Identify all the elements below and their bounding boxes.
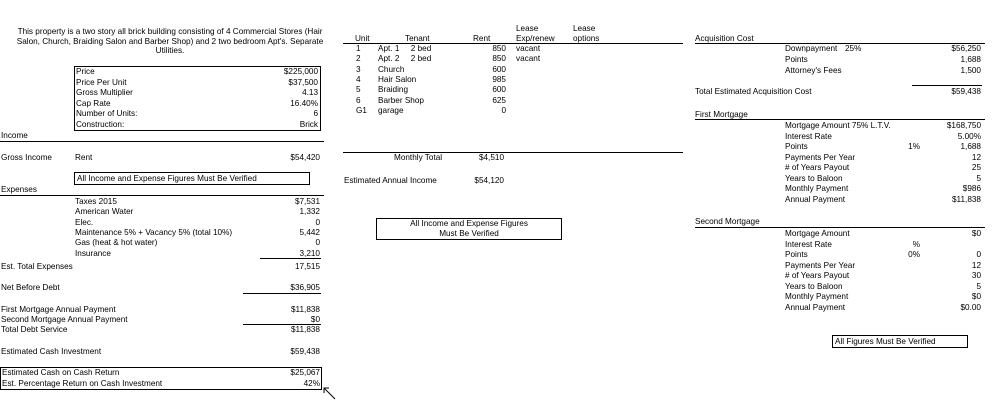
- second-mortgage-header: Second Mortgage: [695, 217, 760, 226]
- second_mortgage-value: 5: [976, 281, 981, 291]
- expenses-sum-line: [260, 258, 321, 259]
- rent-row-lease-exp: vacant: [516, 54, 541, 64]
- first_mortgage-label: Annual Payment: [785, 194, 846, 204]
- second_mortgage-value: $0: [971, 229, 981, 238]
- expense-value: 3,210: [299, 248, 320, 258]
- net-before-debt-value: $36,905: [290, 283, 320, 292]
- gross-income-label: Gross Income: [1, 153, 52, 162]
- first_mortgage-value: 5: [976, 173, 981, 183]
- cash-investment-label: Estimated Cash Investment: [1, 347, 102, 356]
- total-expenses-value: 17,515: [294, 262, 320, 271]
- first-mortgage-payment-label: First Mortgage Annual Payment: [1, 305, 116, 314]
- first_mortgage-label: Payments Per Year: [785, 152, 856, 162]
- rent-row-rent: 600: [492, 85, 506, 95]
- attorney-fees-value: 1,500: [960, 66, 981, 75]
- second_mortgage-label: Monthly Payment: [785, 292, 849, 301]
- expense-value: $7,531: [294, 197, 320, 206]
- total-debt-service-label: Total Debt Service: [1, 325, 68, 334]
- rent-row-unit: 1: [356, 44, 361, 53]
- rent-row-rent: 600: [492, 64, 506, 74]
- second-mortgage-payment-value: $0: [310, 315, 320, 324]
- expense-value: 1,332: [299, 207, 320, 217]
- rent-row-tenant: Church: [378, 64, 405, 74]
- expenses-divider: [0, 195, 324, 196]
- percent-return-value: 42%: [303, 379, 320, 388]
- first_mortgage-value: 25: [971, 163, 981, 172]
- expense-value: 0: [315, 217, 320, 227]
- tenant-header: Tenant: [405, 34, 430, 43]
- total-expenses-label: Est. Total Expenses: [1, 262, 73, 271]
- second_mortgage-value: 12: [971, 260, 981, 270]
- first-mortgage-header: First Mortgage: [695, 110, 748, 119]
- rent-row-unit: 2: [356, 54, 361, 64]
- first-mortgage-payment-value: $11,838: [291, 305, 320, 314]
- income-divider: [0, 141, 324, 142]
- second_mortgage-label: Payments Per Year: [785, 260, 856, 270]
- annual-income-value: $54,120: [474, 176, 504, 185]
- first_mortgage-value: $11,838: [952, 194, 981, 204]
- expenses-header: Expenses: [1, 185, 37, 194]
- summary-label: Number of Units:: [76, 109, 138, 118]
- downpayment-label: Downpayment: [785, 44, 838, 53]
- summary-label: Price: [76, 67, 95, 76]
- first_mortgage-value: $986: [962, 184, 981, 193]
- lease-exp-header: Lease Exp/renew: [516, 24, 555, 43]
- first_mortgage-value: 1,688: [960, 142, 981, 151]
- expense-value: 5,442: [299, 227, 320, 237]
- summary-value: 4.13: [302, 88, 318, 97]
- rent-row-rent: 985: [492, 74, 506, 84]
- first-mortgage-divider: [695, 119, 985, 120]
- rent-row-rent: 850: [492, 54, 506, 64]
- rent-row-tenant: Barber Shop: [378, 95, 424, 105]
- attorney-fees-label: Attorney's Fees: [785, 66, 842, 75]
- summary-value: 6: [313, 109, 318, 118]
- second_mortgage-value: 0: [976, 250, 981, 259]
- rent-row-rent: 625: [492, 95, 506, 105]
- second_mortgage-label: # of Years Payout: [785, 271, 850, 280]
- first_mortgage-label: Monthly Payment: [785, 184, 849, 193]
- summary-value: Brick: [299, 119, 318, 129]
- rent-row-rent: 850: [492, 44, 506, 53]
- second_mortgage-label: Years to Baloon: [785, 281, 843, 291]
- first_mortgage-value: 5.00%: [957, 131, 981, 141]
- first_mortgage-label: # of Years Payout: [785, 163, 850, 172]
- rent-row-tenant: Braiding: [378, 85, 409, 95]
- first_mortgage-label: Years to Baloon: [785, 173, 843, 183]
- expense-label: Elec.: [75, 217, 94, 227]
- cash-return-value: $25,067: [290, 368, 320, 377]
- rent-row-lease-exp: vacant: [516, 44, 541, 53]
- summary-label: Construction:: [76, 119, 125, 129]
- second-mortgage-payment-label: Second Mortgage Annual Payment: [1, 315, 128, 324]
- first_mortgage-label: Points: [785, 142, 808, 151]
- first_mortgage-mid: 1%: [908, 142, 920, 151]
- summary-label: Price Per Unit: [76, 77, 127, 87]
- expense-label: American Water: [75, 207, 134, 217]
- rent-row-unit: 3: [356, 64, 361, 74]
- first_mortgage-value: $168,750: [946, 121, 981, 130]
- monthly-total-value: $4,510: [478, 153, 504, 162]
- acq-points-value: 1,688: [960, 55, 981, 64]
- acquisition-sum-line: [912, 85, 982, 86]
- total-acquisition-value: $59,438: [951, 87, 981, 96]
- percent-return-label: Est. Percentage Return on Cash Investment: [2, 379, 163, 388]
- rent-row-unit: 6: [356, 95, 361, 105]
- second-mortgage-divider: [695, 227, 985, 228]
- rent-roll-verify-note: All Income and Expense Figures Must Be Verified: [410, 219, 528, 238]
- expense-value: 0: [315, 238, 320, 248]
- downpayment-value: $56,250: [951, 44, 981, 53]
- income-verify-note: All Income and Expense Figures Must Be Verified: [77, 174, 257, 183]
- first_mortgage-label: Mortgage Amount 75% L.T.V.: [785, 121, 891, 130]
- total-debt-service-value: $11,838: [291, 325, 320, 334]
- expense-label: Gas (heat & hot water): [75, 238, 158, 248]
- second_mortgage-label: Interest Rate: [785, 239, 832, 249]
- first_mortgage-label: Interest Rate: [785, 131, 832, 141]
- rent-header: Rent: [473, 34, 491, 43]
- summary-value: 16.40%: [290, 98, 318, 108]
- second_mortgage-value: 30: [971, 271, 981, 280]
- summary-value: $37,500: [288, 77, 318, 87]
- second_mortgage-value: $0: [971, 292, 981, 301]
- lease-options-header: Lease options: [573, 24, 600, 43]
- figures-verify-note: All Figures Must Be Verified: [835, 337, 936, 346]
- second_mortgage-value: $0.00: [960, 302, 981, 312]
- cash-investment-value: $59,438: [290, 347, 320, 356]
- downpayment-percent: 25%: [845, 44, 862, 53]
- second_mortgage-label: Points: [785, 250, 808, 259]
- net-underline: [243, 293, 321, 294]
- rent-row-tenant: Hair Salon: [378, 74, 417, 84]
- acquisition-header: Acquisition Cost: [695, 34, 754, 43]
- rent-value: $54,420: [290, 153, 320, 162]
- rent-row-tenant: Apt. 1 2 bed: [378, 44, 432, 53]
- summary-value: $225,000: [283, 67, 318, 76]
- acq-points-label: Points: [785, 55, 808, 64]
- summary-label: Cap Rate: [76, 98, 111, 108]
- rent-row-unit: 4: [356, 74, 361, 84]
- monthly-total-label: Monthly Total: [394, 153, 443, 162]
- rent-row-rent: 0: [501, 105, 506, 115]
- annual-income-label: Estimated Annual Income: [344, 176, 437, 185]
- second_mortgage-mid: 0%: [908, 250, 920, 259]
- first_mortgage-value: 12: [971, 152, 981, 162]
- expense-label: Maintenance 5% + Vacancy 5% (total 10%): [75, 227, 233, 237]
- arrow-cursor-icon: [322, 386, 336, 400]
- expense-label: Insurance: [75, 248, 111, 258]
- rent-label: Rent: [75, 153, 93, 162]
- cash-return-label: Estimated Cash on Cash Return: [2, 368, 120, 377]
- income-header: Income: [1, 131, 28, 140]
- rent-row-unit: 5: [356, 85, 361, 95]
- rent-row-tenant: Apt. 2 2 bed: [378, 54, 432, 64]
- second_mortgage-label: Mortgage Amount: [785, 229, 850, 238]
- net-before-debt-label: Net Before Debt: [1, 283, 60, 292]
- second_mortgage-label: Annual Payment: [785, 302, 846, 312]
- rent-row-tenant: garage: [378, 105, 404, 115]
- total-acquisition-label: Total Estimated Acquisition Cost: [695, 87, 812, 96]
- expense-label: Taxes 2015: [75, 197, 117, 206]
- property-description: This property is a two story all brick building consisting of 4 Commercial Stores (Hair Salon, Church, Braiding Salon and Barber Shop) and 2 two bedroom Apt's. Separate Utilities.: [16, 27, 324, 55]
- rent-row-unit: G1: [356, 105, 367, 115]
- unit-header: Unit: [355, 34, 370, 43]
- summary-label: Gross Multiplier: [76, 88, 133, 97]
- second_mortgage-mid: %: [912, 239, 920, 249]
